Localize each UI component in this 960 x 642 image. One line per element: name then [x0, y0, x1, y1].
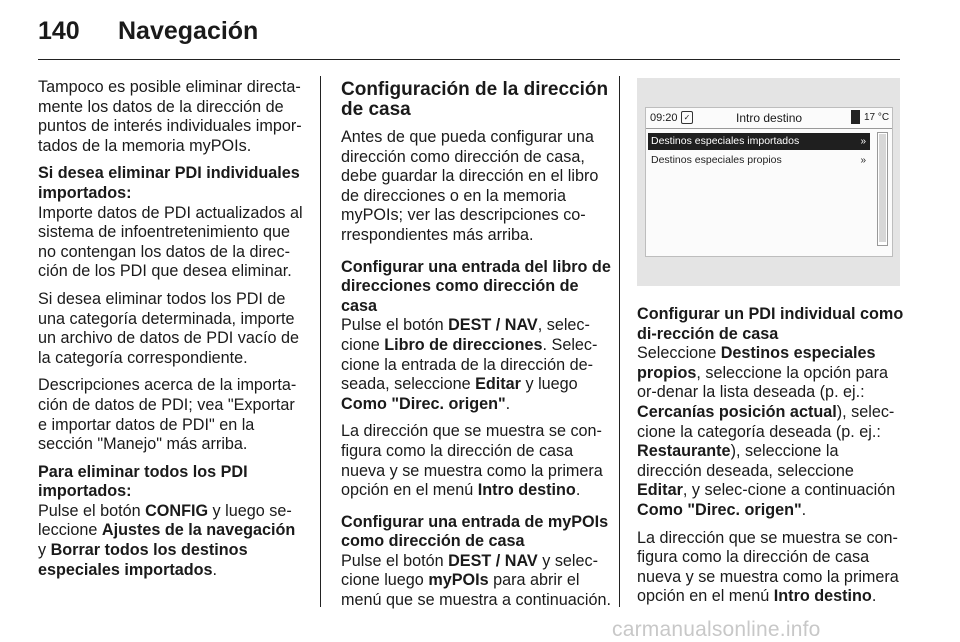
screen-time: 09:20: [650, 112, 678, 124]
text: Pulse el botón: [38, 501, 146, 520]
menu-item-label: Destinos especiales propios: [651, 154, 782, 166]
text: Seleccione: [637, 344, 721, 363]
text: .: [871, 587, 877, 606]
subheading: Si desea eliminar PDI individuales importados:: [38, 164, 300, 202]
screen-temperature: 17 °C: [864, 112, 890, 123]
text: .: [575, 481, 581, 500]
scrollbar-thumb[interactable]: [879, 134, 886, 242]
page-number: 140: [38, 17, 80, 45]
subheading: Configurar un PDI individual como di-rección de casa: [637, 305, 904, 343]
paragraph: Antes de que pueda configurar una dirección como dirección de casa, debe guardar la dirección en el libro de direcciones o en la memoria myPOIs; ver las descripciones co-rrespondientes más arriba.: [341, 128, 599, 244]
address-book-term: Libro de direcciones: [384, 335, 543, 354]
text: Pulse el botón: [341, 316, 449, 335]
paragraph: [637, 529, 905, 607]
mypois-term: myPOIs: [428, 571, 489, 590]
text: y luego se-leccione: [38, 501, 292, 540]
section-heading: Configuración de la dirección de casa: [341, 79, 609, 120]
paragraph: Si desea eliminar todos los PDI de una categoría determinada, importe un archivo de datos de PDI vacío de la categoría correspondiente.: [38, 289, 299, 367]
text: .: [505, 394, 511, 413]
column-divider-1: [320, 76, 321, 607]
restaurant-term: Restaurante: [637, 442, 731, 461]
text: Pulse el botón: [341, 551, 449, 570]
text: La dirección que se muestra se con-figura como la dirección de casa nueva y se muestra como la primera opción en el menú: [341, 422, 603, 500]
screen-illustration: [637, 78, 900, 286]
dest-nav-term: DEST / NAV: [448, 316, 538, 335]
paragraph: [38, 502, 306, 580]
menu-item-imported-pois[interactable]: [648, 133, 870, 150]
intro-destino-term: Intro destino: [773, 587, 872, 606]
screen-title: Intro destino: [736, 111, 803, 125]
text: .: [801, 500, 807, 519]
nav-settings-term: Ajustes de la navegación: [101, 521, 296, 540]
clock-icon: ✓: [681, 111, 693, 124]
paragraph: [341, 316, 611, 414]
text: ), selec-cione la categoría deseada (p. ej.:: [637, 402, 895, 441]
header-divider: [38, 59, 900, 60]
paragraph: [341, 422, 611, 500]
own-pois-term: Destinos especiales propios: [637, 344, 876, 382]
menu-item-label: Destinos especiales importados: [651, 135, 800, 147]
text: y luego: [520, 375, 578, 394]
phone-icon: [851, 110, 860, 124]
home-origin-term: Como "Direc. origen": [637, 500, 802, 519]
intro-destino-term: Intro destino: [477, 481, 576, 500]
column-divider-2: [619, 76, 620, 607]
dest-nav-term: DEST / NAV: [448, 551, 538, 570]
page-title: Navegación: [118, 17, 259, 45]
watermark: carmanualsonline.info: [612, 618, 821, 641]
paragraph: Importe datos de PDI actualizados al sistema de infoentretenimiento que no contengan los datos de la direc-ción de los PDI que desea eliminar.: [38, 203, 303, 281]
text: , y selec-cione a continuación: [682, 481, 896, 500]
paragraph: [341, 552, 611, 611]
column-right: [637, 305, 905, 615]
infotainment-screen: [645, 107, 893, 257]
nearby-term: Cercanías posición actual: [637, 402, 837, 421]
subheading: Configurar una entrada del libro de direcciones como dirección de casa: [341, 257, 611, 315]
paragraph: [637, 344, 905, 520]
home-origin-term: Como "Direc. origen": [341, 394, 506, 413]
menu-item-own-pois[interactable]: [648, 152, 870, 169]
screen-status-bar: [646, 108, 892, 129]
text: , selec-cione: [341, 316, 590, 354]
column-left: [38, 78, 306, 588]
chevron-right-icon: »: [860, 136, 866, 147]
column-middle: [341, 80, 611, 619]
text: .: [212, 560, 218, 579]
paragraph: Descripciones acerca de la importa-ción de datos de PDI; vea "Exportar e importar datos de PDI" en la sección "Manejo" más arriba.: [38, 376, 297, 454]
text: para abrir el menú que se muestra a continuación.: [341, 571, 611, 610]
subheading: Configurar una entrada de myPOIs como dirección de casa: [341, 512, 609, 551]
edit-term: Editar: [475, 375, 521, 394]
chevron-right-icon: »: [860, 155, 866, 166]
text: y selec-cione luego: [341, 551, 599, 590]
config-term: CONFIG: [145, 501, 209, 520]
text: y: [38, 541, 51, 560]
edit-term: Editar: [637, 481, 683, 500]
paragraph: Tampoco es posible eliminar directa-mente los datos de la dirección de puntos de interés individuales impor-tados de la memoria myPOIs.: [38, 78, 302, 155]
text: ), seleccione la dirección deseada, seleccione: [637, 442, 854, 480]
text: . Selec-cione la entrada de la dirección de-seada, seleccione: [341, 335, 598, 394]
text: La dirección que se muestra se con-figura como la dirección de casa nueva y se muestra como la primera opción en el menú: [637, 528, 899, 606]
scrollbar[interactable]: [877, 132, 888, 246]
delete-all-term: Borrar todos los destinos especiales importados: [38, 541, 248, 579]
subheading: Para eliminar todos los PDI importados:: [38, 462, 248, 501]
text: , seleccione la opción para or-denar la lista deseada (p. ej.:: [637, 363, 889, 402]
